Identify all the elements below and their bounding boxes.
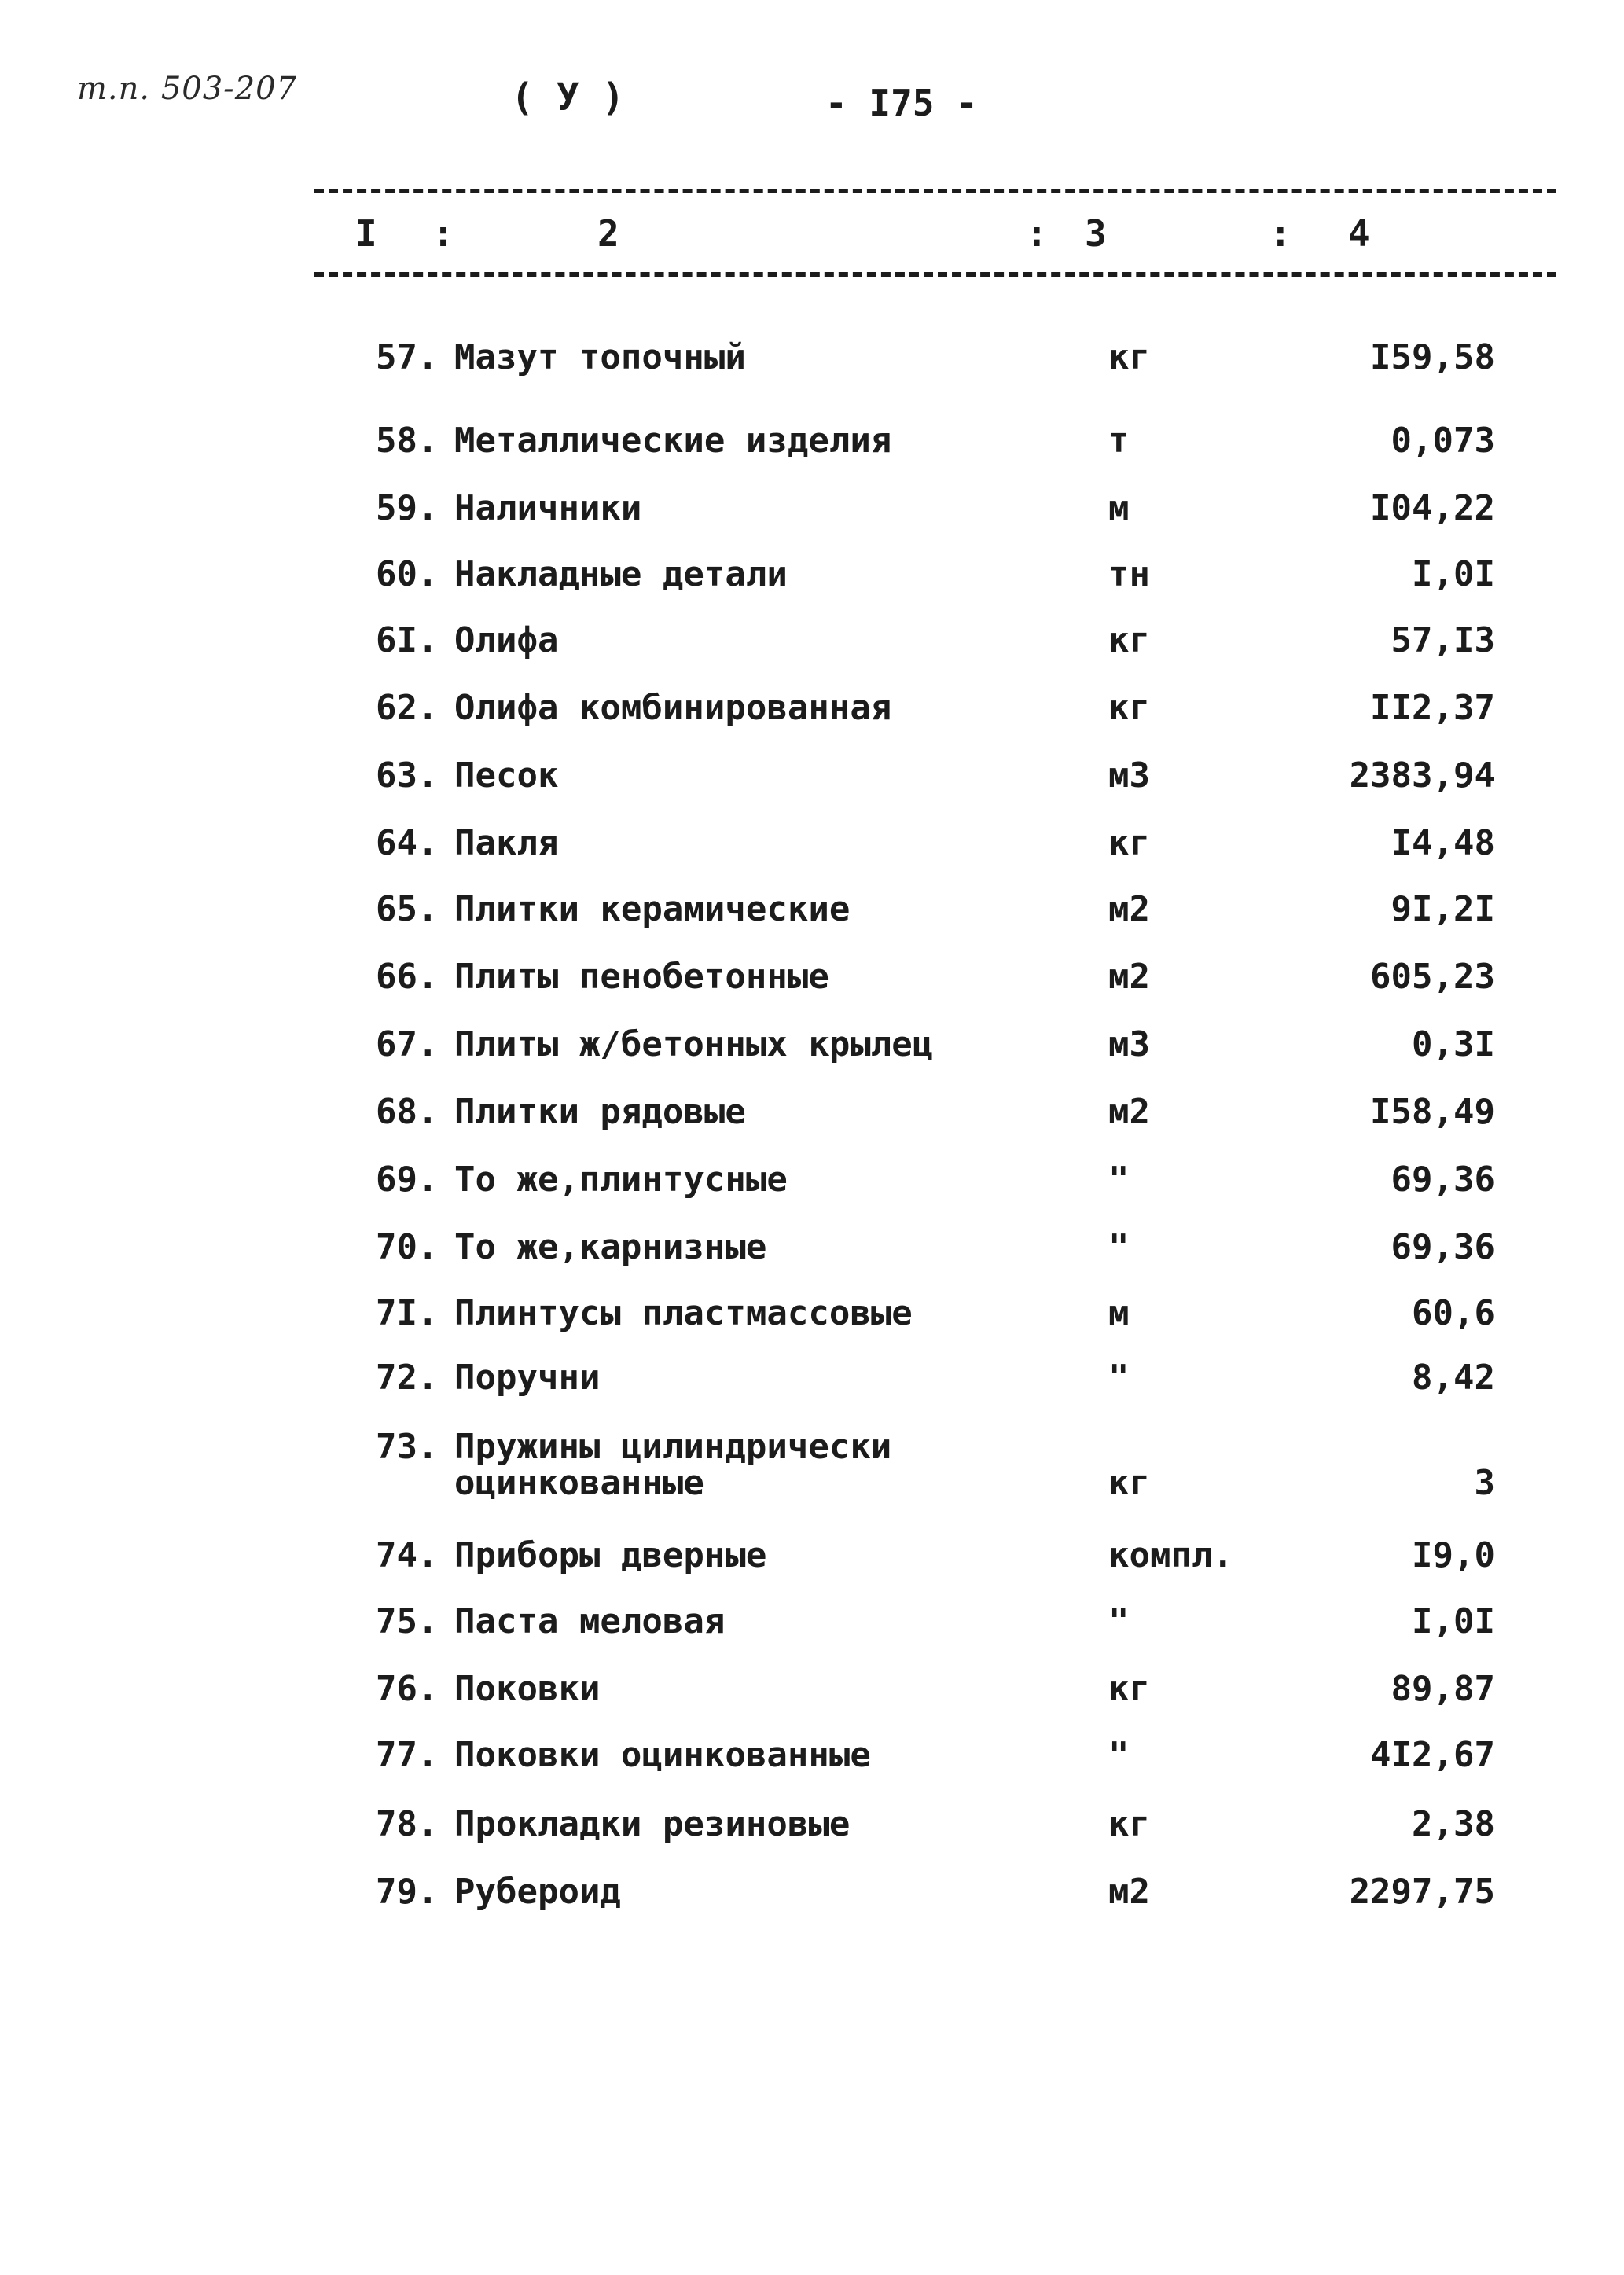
unit: м <box>1108 488 1130 528</box>
material-name: Металлические изделия <box>454 421 892 461</box>
quantity: 69,36 <box>1391 1160 1495 1200</box>
unit: " <box>1108 1358 1130 1398</box>
unit: компл. <box>1108 1535 1233 1575</box>
material-name: Паста меловая <box>454 1601 726 1641</box>
row-number: 76. <box>376 1669 439 1709</box>
column-header-4: 4 <box>1348 212 1370 255</box>
quantity: 4I2,67 <box>1370 1735 1495 1775</box>
row-number: 68. <box>376 1092 439 1132</box>
row-number: 58. <box>376 421 439 461</box>
quantity: 0,073 <box>1391 421 1495 461</box>
material-name: Олифа <box>454 620 559 660</box>
quantity: 9I,2I <box>1391 889 1495 929</box>
unit: м2 <box>1108 889 1150 929</box>
material-name: Накладные детали <box>454 554 788 594</box>
column-separator: : <box>1026 212 1048 255</box>
column-header-2: 2 <box>597 212 619 255</box>
quantity: I58,49 <box>1370 1092 1495 1132</box>
row-number: 7I. <box>376 1293 439 1333</box>
unit: кг <box>1108 1463 1150 1503</box>
material-name: Поковки <box>454 1669 601 1709</box>
quantity: 3 <box>1474 1463 1495 1503</box>
column-separator: : <box>1269 212 1291 255</box>
unit: кг <box>1108 620 1150 660</box>
column-header-3: 3 <box>1085 212 1107 255</box>
column-header-1: I <box>355 212 377 255</box>
row-number: 79. <box>376 1872 439 1912</box>
unit: м2 <box>1108 1872 1150 1912</box>
unit: " <box>1108 1227 1130 1267</box>
row-number: 64. <box>376 823 439 863</box>
column-separator: : <box>432 212 454 255</box>
row-number: 66. <box>376 957 439 997</box>
quantity: 57,I3 <box>1391 620 1495 660</box>
material-name: Мазут топочный <box>454 337 746 377</box>
quantity: I4,48 <box>1391 823 1495 863</box>
unit: тн <box>1108 554 1150 594</box>
row-number: 75. <box>376 1601 439 1641</box>
quantity: 60,6 <box>1412 1293 1495 1333</box>
quantity: I04,22 <box>1370 488 1495 528</box>
section-marker: ( У ) <box>511 75 625 119</box>
material-name: Плитки рядовые <box>454 1092 746 1132</box>
material-name: Плиты пенобетонные <box>454 957 829 997</box>
row-number: 63. <box>376 755 439 796</box>
material-name: Поковки оцинкованные <box>454 1735 871 1775</box>
quantity: I,0I <box>1412 554 1495 594</box>
material-name: То же,плинтусные <box>454 1160 788 1200</box>
unit: " <box>1108 1160 1130 1200</box>
quantity: 2,38 <box>1412 1804 1495 1844</box>
material-name: Приборы дверные <box>454 1535 767 1575</box>
unit: кг <box>1108 688 1150 728</box>
row-number: 74. <box>376 1535 439 1575</box>
row-number: 67. <box>376 1024 439 1064</box>
unit: кг <box>1108 337 1150 377</box>
unit: кг <box>1108 1669 1150 1709</box>
unit: м3 <box>1108 755 1150 796</box>
material-name: Песок <box>454 755 559 796</box>
header-divider-top <box>314 189 1556 193</box>
unit: м2 <box>1108 1092 1150 1132</box>
unit: кг <box>1108 1804 1150 1844</box>
material-name: Наличники <box>454 488 642 528</box>
row-number: 72. <box>376 1358 439 1398</box>
row-number: 6I. <box>376 620 439 660</box>
row-number: 78. <box>376 1804 439 1844</box>
quantity: 605,23 <box>1370 957 1495 997</box>
quantity: 69,36 <box>1391 1227 1495 1267</box>
quantity: 89,87 <box>1391 1669 1495 1709</box>
row-number: 62. <box>376 688 439 728</box>
material-name: Плинтусы пластмассовые <box>454 1293 913 1333</box>
unit: м2 <box>1108 957 1150 997</box>
row-number: 60. <box>376 554 439 594</box>
material-name: Плиты ж/бетонных крылец <box>454 1024 934 1064</box>
material-name: Пружины цилиндрически оцинкованные <box>454 1427 892 1503</box>
material-name: Плитки керамические <box>454 889 851 929</box>
unit: т <box>1108 421 1130 461</box>
quantity: 8,42 <box>1412 1358 1495 1398</box>
quantity: II2,37 <box>1370 688 1495 728</box>
quantity: 0,3I <box>1412 1024 1495 1064</box>
material-name: Прокладки резиновые <box>454 1804 851 1844</box>
quantity: I9,0 <box>1412 1535 1495 1575</box>
unit: " <box>1108 1735 1130 1775</box>
unit: " <box>1108 1601 1130 1641</box>
row-number: 77. <box>376 1735 439 1775</box>
material-name: Пакля <box>454 823 559 863</box>
material-name: То же,карнизные <box>454 1227 767 1267</box>
document-reference: т.п. 503-207 <box>77 71 298 107</box>
material-name: Олифа комбинированная <box>454 688 892 728</box>
row-number: 57. <box>376 337 439 377</box>
material-name: Поручни <box>454 1358 601 1398</box>
row-number: 73. <box>376 1427 439 1467</box>
unit: м <box>1108 1293 1130 1333</box>
row-number: 65. <box>376 889 439 929</box>
material-name: Рубероид <box>454 1872 621 1912</box>
header-divider-bottom <box>314 272 1556 277</box>
quantity: 2297,75 <box>1349 1872 1495 1912</box>
quantity: I,0I <box>1412 1601 1495 1641</box>
row-number: 69. <box>376 1160 439 1200</box>
quantity: 2383,94 <box>1349 755 1495 796</box>
page-number: - I75 - <box>825 82 978 124</box>
row-number: 59. <box>376 488 439 528</box>
quantity: I59,58 <box>1370 337 1495 377</box>
unit: кг <box>1108 823 1150 863</box>
row-number: 70. <box>376 1227 439 1267</box>
unit: м3 <box>1108 1024 1150 1064</box>
